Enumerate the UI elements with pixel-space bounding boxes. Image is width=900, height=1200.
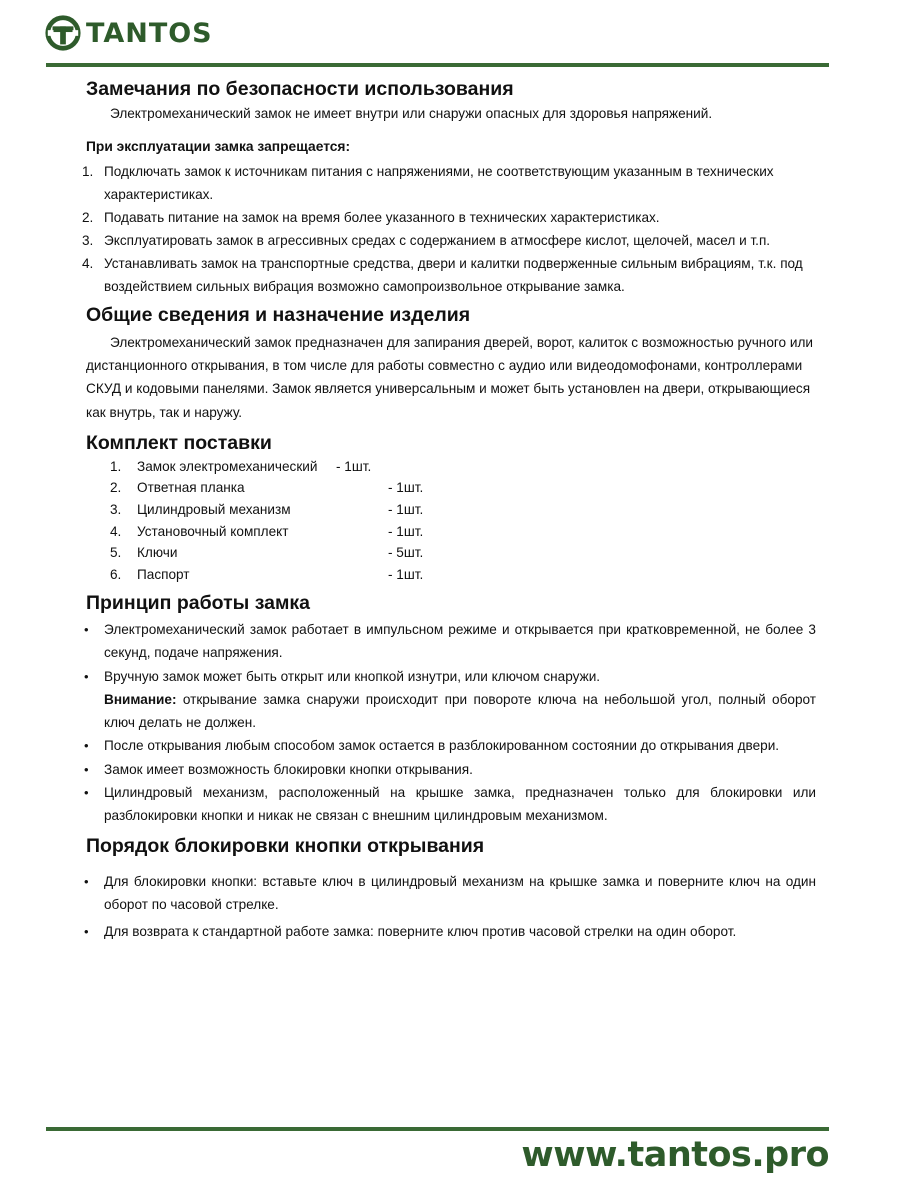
kit-item: 1. Замок электромеханический - 1шт. xyxy=(110,458,372,474)
list-item: 3. Эксплуатировать замок в агрессивных средах с содержанием в атмосфере кислот, щелочей, масел и т.п. xyxy=(82,233,771,248)
brand-name: TANTOS xyxy=(86,17,213,49)
kit-item: 2. Ответная планка - 1шт. xyxy=(110,480,424,496)
operation-section xyxy=(86,590,816,827)
general-title: Общие сведения и назначение изделия xyxy=(86,304,471,326)
kit-list xyxy=(86,456,816,586)
operation-list xyxy=(86,618,816,827)
prohibited-heading: При эксплуатации замка запрещается: xyxy=(86,139,351,154)
general-text: Электромеханический замок предназначен для запирания дверей, ворот, калиток с возможностью ручного или дистанционного открывания, в том числе для работы совместно с аудио или видеодомофонами, контроллерами СКУД и кодовыми панелями. Замок является универсальным и может быть установлен на двери, открывающиеся как внутрь, так и наружу. xyxy=(86,335,813,420)
kit-section xyxy=(86,430,816,586)
safety-text: Электромеханический замок не имеет внутри или снаружи опасных для здоровья напряжений. xyxy=(110,106,713,121)
tantos-logo-icon xyxy=(44,14,82,52)
warning-text: открывание замка снаружи происходит при повороте ключа на небольшой угол, полный оборот ключ делать не должен. xyxy=(104,691,816,730)
list-item: 2. Подавать питание на замок на время более указанного в технических характеристиках. xyxy=(82,210,660,225)
list-item: • Для блокировки кнопки: вставьте ключ в цилиндровый механизм на крышке замка и поверните ключ на один оборот по часовой стрелке. xyxy=(84,874,816,913)
kit-item: 3. Цилиндровый механизм - 1шт. xyxy=(110,502,424,517)
list-item: 1. Подключать замок к источникам питания с напряжениями, не соответствующим указанным в технических характеристиках. xyxy=(82,164,774,202)
operation-title: Принцип работы замка xyxy=(86,592,311,615)
blocking-list xyxy=(86,870,816,943)
kit-item: 5. Ключи - 5шт. xyxy=(110,545,424,561)
warning-label: Внимание: xyxy=(104,691,177,707)
list-item: • Для возврата к стандартной работе замка: поверните ключ против часовой стрелки на один оборот. xyxy=(84,924,737,940)
general-section xyxy=(86,302,816,424)
list-item: • Замок имеет возможность блокировки кнопки открывания. xyxy=(84,761,473,777)
brand-logo xyxy=(44,14,213,52)
website-url: www.tantos.pro xyxy=(521,1135,829,1175)
list-item: • Электромеханический замок работает в импульсном режиме и открывается при кратковременной, не более 3 секунд, подаче напряжения. xyxy=(84,622,816,661)
prohibited-list xyxy=(82,160,816,298)
kit-item: 6. Паспорт - 1шт. xyxy=(110,566,424,582)
safety-section xyxy=(82,76,816,298)
list-item: 4. Устанавливать замок на транспортные средства, двери и калитки подверженные сильным вибрациям, т.к. под воздействием сильных вибрация возможно самопроизвольное открывание замка. xyxy=(82,256,803,294)
blocking-section xyxy=(86,833,816,943)
list-item: • Цилиндровый механизм, расположенный на крышке замка, предназначен только для блокировки или разблокировки кнопки и никак не связан с внешним цилиндровым механизмом. xyxy=(84,785,816,824)
footer-divider xyxy=(46,1127,829,1131)
blocking-title: Порядок блокировки кнопки открывания xyxy=(86,835,485,858)
kit-title: Комплект поставки xyxy=(86,431,272,454)
list-item: • Вручную замок может быть открыт или кнопкой изнутри, или ключом снаружи. Внимание: открывание замка снаружи происходит при повороте ключа на небольшой угол, полный оборот ключ делать не должен. xyxy=(84,668,816,730)
kit-item: 4. Установочный комплект - 1шт. xyxy=(110,523,424,539)
document-body xyxy=(82,76,816,944)
header-divider xyxy=(46,63,829,67)
list-item: • После открывания любым способом замок остается в разблокированном состоянии до открывания двери. xyxy=(84,738,780,754)
page-header xyxy=(0,0,900,70)
safety-title: Замечания по безопасности использования xyxy=(86,78,514,100)
